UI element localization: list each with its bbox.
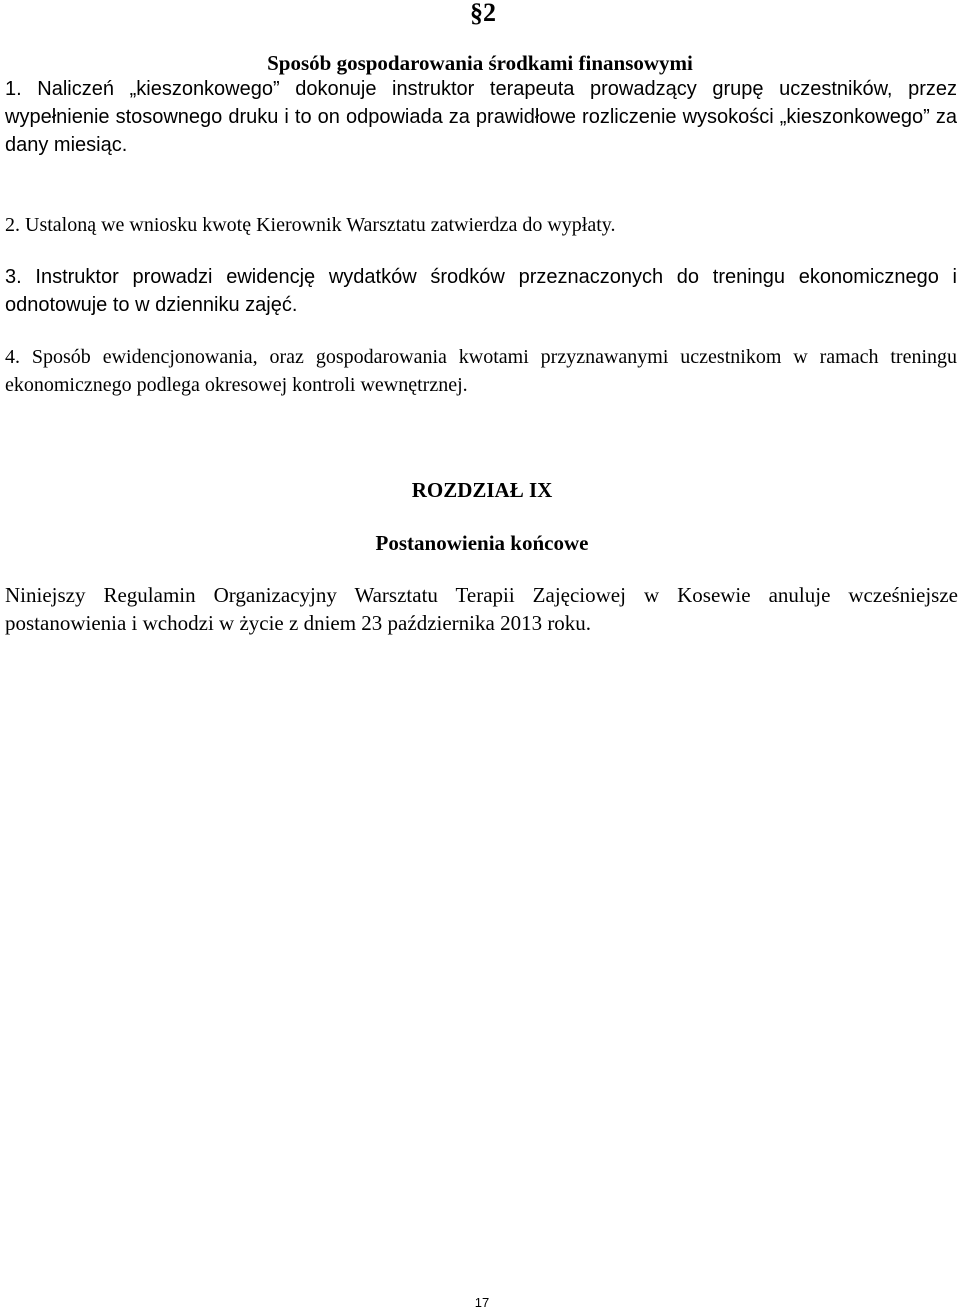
- section-heading: Sposób gospodarowania środkami finansowymi: [267, 51, 693, 75]
- section-number: §2: [470, 0, 496, 27]
- paragraph-3: 3. Instruktor prowadzi ewidencję wydatków środków przeznaczonych do treningu ekonomicznego i odnotowuje to w dzienniku zajęć.: [5, 266, 957, 316]
- final-provisions-text: Niniejszy Regulamin Organizacyjny Warsztatu Terapii Zajęciowej w Kosewie anuluje wcześniejsze postanowienia i wchodzi w życie z dniem 23 października 2013 roku.: [5, 583, 958, 635]
- chapter-title: ROZDZIAŁ IX: [411, 478, 553, 502]
- paragraph-1: 1. Naliczeń „kieszonkowego” dokonuje instruktor terapeuta prowadzący grupę uczestników, przez wypełnienie stosownego druku i to on odpowiada za prawidłowe rozliczenie wysokości „kieszonkowego” za dany miesiąc.: [5, 78, 957, 156]
- chapter-subtitle: Postanowienia końcowe: [375, 531, 589, 555]
- paragraph-4: 4. Sposób ewidencjonowania, oraz gospodarowania kwotami przyznawanymi uczestnikom w ramach treningu ekonomicznego podlega okresowej kontroli wewnętrznej.: [5, 346, 957, 396]
- paragraph-2: 2. Ustaloną we wniosku kwotę Kierownik Warsztatu zatwierdza do wypłaty.: [5, 214, 616, 236]
- page-number: 17: [474, 1295, 490, 1310]
